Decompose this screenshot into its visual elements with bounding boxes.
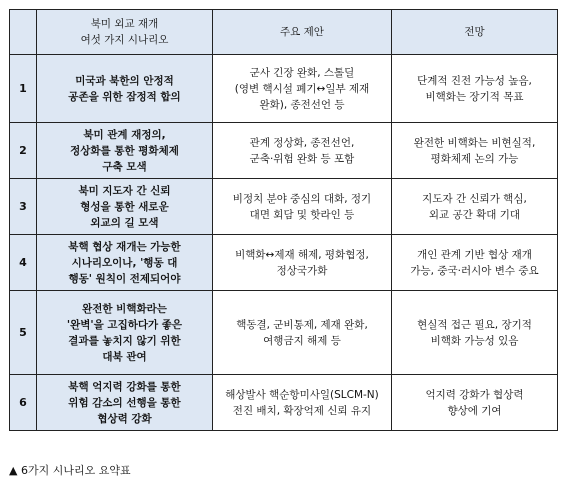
table-row	[10, 179, 558, 235]
proposal-cell-line: 비정치 분야 중심의 대화, 정기	[232, 192, 372, 205]
proposal-cell-line: 관계 정상화, 종전선언,	[249, 136, 355, 149]
row-number: 2	[10, 123, 37, 179]
table-row	[10, 375, 558, 431]
scenario-cell	[37, 55, 213, 123]
outlook-cell-line: 개인 관계 기반 협상 재개	[417, 248, 532, 261]
outlook-cell-line: 향상에 기여	[447, 404, 502, 417]
proposal-cell	[213, 235, 392, 291]
outlook-cell	[392, 179, 558, 235]
scenario-cell-line: 구축 모색	[102, 160, 147, 173]
outlook-cell	[392, 291, 558, 375]
proposal-cell	[213, 55, 392, 123]
scenario-cell	[37, 123, 213, 179]
proposal-cell	[213, 179, 392, 235]
table-row	[10, 235, 558, 291]
scenario-cell-line: 공존을 위한 잠정적 합의	[68, 90, 181, 103]
scenario-cell	[37, 375, 213, 431]
outlook-cell	[392, 375, 558, 431]
proposal-cell-line: 정상국가화	[276, 264, 328, 277]
proposal-cell	[213, 291, 392, 375]
scenario-cell-line: 결과를 놓치지 않기 위한	[68, 334, 181, 347]
table-body	[10, 55, 558, 431]
table-row	[10, 55, 558, 123]
scenario-cell-line: 형성을 통한 새로운	[80, 200, 169, 213]
outlook-cell-line: 억지력 강화가 협상력	[425, 388, 524, 401]
scenario-cell-line: 협상력 강화	[97, 412, 152, 425]
header-scenario	[37, 10, 213, 55]
outlook-cell-line: 비핵화는 장기적 목표	[425, 90, 524, 103]
scenario-cell-line: 정상화를 통한 평화체제	[70, 144, 179, 157]
scenario-cell-line: 외교의 길 모색	[90, 216, 159, 229]
scenario-table	[9, 9, 558, 431]
scenario-cell-line: 완전한 비핵화라는	[82, 302, 167, 315]
row-number: 6	[10, 375, 37, 431]
header-outlook: 전망	[392, 10, 558, 55]
proposal-cell-line: 대면 회담 및 핫라인 등	[249, 208, 355, 221]
row-number: 1	[10, 55, 37, 123]
proposal-cell-line: 군축·위험 완화 등 포함	[249, 152, 355, 165]
outlook-cell-line: 가능, 중국·러시아 변수 중요	[410, 264, 539, 277]
outlook-cell	[392, 55, 558, 123]
proposal-cell-line: 여행금지 해제 등	[263, 334, 341, 347]
table-row	[10, 123, 558, 179]
row-number: 5	[10, 291, 37, 375]
scenario-cell	[37, 235, 213, 291]
proposal-cell-line: 해상발사 핵순항미사일(SLCM-N)	[225, 388, 379, 401]
proposal-cell-line: 전진 배치, 확장억제 신뢰 유지	[232, 404, 372, 417]
header-proposal: 주요 제안	[213, 10, 392, 55]
proposal-cell	[213, 123, 392, 179]
scenario-cell-line: 행동' 원칙이 전제되어야	[68, 272, 181, 285]
proposal-cell-line: 비핵화↔제재 해제, 평화협정,	[235, 248, 369, 261]
table-row	[10, 291, 558, 375]
scenario-cell-line: 대북 관여	[102, 350, 147, 363]
row-number: 3	[10, 179, 37, 235]
scenario-cell	[37, 291, 213, 375]
scenario-cell-line: 북핵 협상 재개는 가능한	[68, 240, 181, 253]
outlook-cell-line: 완전한 비핵화는 비현실적,	[413, 136, 536, 149]
header-scenario-line-2: 여섯 가지 시나리오	[80, 34, 169, 46]
proposal-cell-line: 완화), 종전선언 등	[259, 98, 345, 111]
outlook-cell	[392, 123, 558, 179]
header-num	[10, 10, 37, 55]
scenario-cell-line: 시나리오이나, '행동 대	[71, 256, 178, 269]
scenario-cell-line: 북미 지도자 간 신뢰	[78, 184, 171, 197]
table-caption: ▲ 6가지 시나리오 요약표	[9, 464, 131, 477]
scenario-cell-line: 위험 감소의 선행을 통한	[68, 396, 181, 409]
proposal-cell-line: 핵동결, 군비통제, 제재 완화,	[236, 318, 368, 331]
outlook-cell	[392, 235, 558, 291]
outlook-cell-line: 단계적 진전 가능성 높음,	[417, 74, 532, 87]
row-number: 4	[10, 235, 37, 291]
outlook-cell-line: 현실적 접근 필요, 장기적	[417, 318, 532, 331]
outlook-cell-line: 외교 공간 확대 기대	[428, 208, 521, 221]
scenario-cell-line: 북미 관계 재정의,	[83, 128, 166, 141]
outlook-cell-line: 지도자 간 신뢰가 핵심,	[422, 192, 527, 205]
table-header	[10, 10, 558, 55]
outlook-cell-line: 평화체제 논의 가능	[430, 152, 519, 165]
proposal-cell	[213, 375, 392, 431]
scenario-cell-line: 미국과 북한의 안정적	[75, 74, 174, 87]
scenario-cell	[37, 179, 213, 235]
scenario-cell-line: '완벽'을 고집하다가 좋은	[66, 318, 183, 331]
proposal-cell-line: 군사 긴장 완화, 스톨딜	[249, 66, 355, 79]
proposal-cell-line: (영변 핵시설 폐기↔일부 제재	[234, 82, 370, 95]
scenario-cell-line: 북핵 억지력 강화를 통한	[68, 380, 181, 393]
outlook-cell-line: 비핵화 가능성 있음	[430, 334, 519, 347]
header-scenario-line-1: 북미 외교 재개	[90, 18, 159, 30]
